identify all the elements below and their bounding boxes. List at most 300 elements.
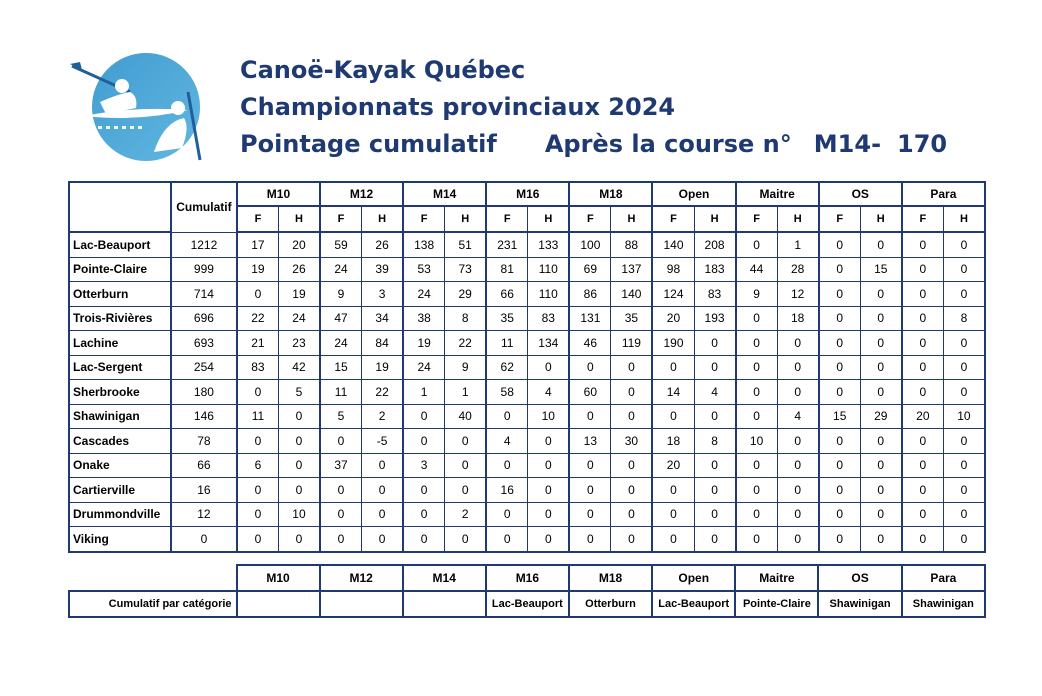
score-cell: 3 [403,453,445,478]
club-cumulative-total: 254 [171,355,237,380]
score-cell: 0 [777,453,819,478]
score-cell: 73 [445,257,487,282]
score-cell: 2 [362,404,404,429]
summary-category-m14: M14 [403,565,486,591]
score-cell: 0 [652,355,694,380]
score-cell: 5 [278,380,320,405]
score-cell: 0 [819,380,861,405]
score-cell: 0 [819,453,861,478]
score-cell: 0 [486,502,528,527]
score-cell: 17 [237,232,279,257]
score-cell: 0 [403,404,445,429]
club-cumulative-total: 180 [171,380,237,405]
score-cell: 42 [278,355,320,380]
score-cell: 0 [902,355,944,380]
score-cell: 51 [445,232,487,257]
category-header-open: Open [652,182,735,206]
score-cell: 1 [777,232,819,257]
score-cell: 0 [528,527,570,552]
summary-leader: Shawinigan [818,591,901,617]
summary-corner [69,565,237,591]
score-cell: 0 [237,429,279,454]
score-cell: 0 [569,527,611,552]
score-cell: 0 [652,478,694,503]
score-cell: 0 [860,232,902,257]
score-cell: 0 [943,257,985,282]
summary-leader: Otterburn [569,591,652,617]
score-cell: 0 [278,453,320,478]
table-row [69,527,985,552]
score-cell: 0 [819,355,861,380]
score-cell: 0 [943,380,985,405]
club-name: Pointe-Claire [69,257,171,282]
score-cell: 0 [320,429,362,454]
score-cell: 83 [528,306,570,331]
summary-category-open: Open [652,565,735,591]
score-cell: 0 [278,404,320,429]
score-cell: 134 [528,331,570,356]
score-cell: 0 [819,527,861,552]
category-header-m18: M18 [569,182,652,206]
score-cell: 0 [445,527,487,552]
score-cell: 15 [819,404,861,429]
score-cell: 0 [902,306,944,331]
score-cell: 29 [860,404,902,429]
score-cell: 0 [902,331,944,356]
club-name: Onake [69,453,171,478]
club-name: Lac-Beauport [69,232,171,257]
score-cell: 193 [694,306,736,331]
score-cell: 35 [611,306,653,331]
club-name: Lachine [69,331,171,356]
score-cell: 0 [902,282,944,307]
score-cell: 0 [445,453,487,478]
score-cell: 24 [320,331,362,356]
score-cell: 0 [528,453,570,478]
title-line-2: Championnats provinciaux 2024 [240,93,676,121]
score-cell: 26 [278,257,320,282]
score-cell: 0 [736,380,778,405]
score-cell: 0 [320,502,362,527]
score-cell: 98 [652,257,694,282]
score-cell: 69 [569,257,611,282]
score-cell: 44 [736,257,778,282]
category-header-para: Para [902,182,985,206]
score-cell: 0 [362,527,404,552]
score-cell: 10 [736,429,778,454]
score-cell: 0 [860,331,902,356]
score-cell: 26 [362,232,404,257]
score-cell: 14 [652,380,694,405]
score-cell: 24 [403,355,445,380]
score-cell: 0 [528,478,570,503]
club-cumulative-total: 1212 [171,232,237,257]
score-cell: 0 [902,232,944,257]
score-cell: 0 [902,527,944,552]
score-cell: 190 [652,331,694,356]
score-cell: 0 [819,478,861,503]
score-cell: 13 [569,429,611,454]
sub-header-os-h: H [860,206,902,232]
score-cell: 0 [777,478,819,503]
score-cell: 0 [486,527,528,552]
sub-header-m18-h: H [611,206,653,232]
canoe-kayak-logo [70,52,220,162]
sub-header-m14-h: H [445,206,487,232]
score-cell: 140 [611,282,653,307]
score-cell: 0 [777,429,819,454]
category-header-m14: M14 [403,182,486,206]
score-cell: 0 [403,429,445,454]
score-cell: 0 [611,404,653,429]
score-cell: 4 [777,404,819,429]
score-cell: 11 [486,331,528,356]
score-cell: 19 [362,355,404,380]
sub-header-open-h: H [694,206,736,232]
score-cell: 0 [860,502,902,527]
score-cell: 5 [320,404,362,429]
score-cell: 15 [320,355,362,380]
score-cell: 18 [777,306,819,331]
score-cell: 140 [652,232,694,257]
club-name: Cartierville [69,478,171,503]
score-cell: 0 [320,478,362,503]
category-header-m12: M12 [320,182,403,206]
title-pointage: Pointage cumulatif [240,130,497,158]
score-cell: 0 [611,502,653,527]
summary-leader: Pointe-Claire [735,591,818,617]
score-cell: 0 [528,429,570,454]
score-cell: 16 [486,478,528,503]
score-cell: 231 [486,232,528,257]
sub-header-m12-f: F [320,206,362,232]
score-cell: 0 [445,478,487,503]
score-cell: 22 [362,380,404,405]
category-header-os: OS [819,182,902,206]
club-cumulative-total: 78 [171,429,237,454]
score-cell: 0 [902,478,944,503]
summary-category-m10: M10 [237,565,320,591]
score-cell: 0 [777,380,819,405]
club-name: Trois-Rivières [69,306,171,331]
club-cumulative-total: 714 [171,282,237,307]
summary-leader [237,591,320,617]
score-cell: 62 [486,355,528,380]
summary-category-m18: M18 [569,565,652,591]
club-name: Drummondville [69,502,171,527]
score-cell: 0 [569,453,611,478]
score-cell: 0 [902,502,944,527]
score-cell: 88 [611,232,653,257]
table-row [69,478,985,503]
score-cell: 19 [403,331,445,356]
score-cell: 0 [569,355,611,380]
score-cell: 34 [362,306,404,331]
score-cell: 0 [819,232,861,257]
score-cell: 20 [902,404,944,429]
sub-header-os-f: F [819,206,861,232]
score-cell: 137 [611,257,653,282]
score-cell: 0 [486,404,528,429]
score-cell: 24 [320,257,362,282]
score-cell: 0 [943,478,985,503]
score-cell: 0 [694,331,736,356]
score-cell: 0 [403,502,445,527]
score-cell: 0 [611,527,653,552]
score-cell: 4 [694,380,736,405]
score-cell: 0 [736,355,778,380]
sub-header-para-h: H [943,206,985,232]
score-cell: 0 [819,429,861,454]
score-cell: 15 [860,257,902,282]
score-cell: 0 [611,478,653,503]
score-cell: 20 [652,453,694,478]
score-cell: 110 [528,282,570,307]
score-cell: 3 [362,282,404,307]
score-cell: 119 [611,331,653,356]
summary-leader: Lac-Beauport [486,591,569,617]
score-cell: 4 [486,429,528,454]
score-cell: 22 [237,306,279,331]
score-cell: -5 [362,429,404,454]
score-cell: 0 [278,429,320,454]
club-name: Shawinigan [69,404,171,429]
score-cell: 24 [403,282,445,307]
score-cell: 183 [694,257,736,282]
score-cell: 0 [445,429,487,454]
score-cell: 47 [320,306,362,331]
club-name: Viking [69,527,171,552]
score-cell: 11 [320,380,362,405]
score-cell: 0 [611,380,653,405]
score-cell: 0 [777,502,819,527]
score-cell: 0 [237,282,279,307]
score-cell: 0 [528,355,570,380]
table-row [69,355,985,380]
club-cumulative-total: 66 [171,453,237,478]
score-cell: 12 [777,282,819,307]
club-name: Cascades [69,429,171,454]
score-cell: 0 [943,527,985,552]
score-cell: 0 [860,429,902,454]
summary-category-maitre: Maitre [735,565,818,591]
score-cell: 124 [652,282,694,307]
table-row [69,380,985,405]
sub-header-m16-f: F [486,206,528,232]
score-cell: 0 [569,478,611,503]
club-name: Lac-Sergent [69,355,171,380]
score-cell: 23 [278,331,320,356]
club-cumulative-total: 696 [171,306,237,331]
score-cell: 19 [278,282,320,307]
score-cell: 0 [652,527,694,552]
score-cell: 0 [943,429,985,454]
score-cell: 0 [943,331,985,356]
score-cell: 84 [362,331,404,356]
score-cell: 2 [445,502,487,527]
score-cell: 53 [403,257,445,282]
score-cell: 38 [403,306,445,331]
score-cell: 10 [943,404,985,429]
score-cell: 37 [320,453,362,478]
score-cell: 1 [403,380,445,405]
score-cell: 60 [569,380,611,405]
score-cell: 0 [569,502,611,527]
table-row [69,453,985,478]
score-cell: 100 [569,232,611,257]
score-cell: 10 [278,502,320,527]
club-cumulative-total: 0 [171,527,237,552]
score-cell: 0 [403,478,445,503]
score-cell: 0 [902,380,944,405]
score-cell: 58 [486,380,528,405]
score-cell: 0 [611,453,653,478]
score-cell: 28 [777,257,819,282]
score-cell: 0 [736,527,778,552]
score-cell: 1 [445,380,487,405]
score-cell: 35 [486,306,528,331]
title-line-1: Canoë-Kayak Québec [240,56,526,84]
score-cell: 9 [736,282,778,307]
score-cell: 20 [652,306,694,331]
score-cell: 0 [819,306,861,331]
score-cell: 0 [694,355,736,380]
score-cell: 0 [860,380,902,405]
summary-category-os: OS [818,565,901,591]
category-summary-table [68,564,986,618]
score-cell: 0 [736,478,778,503]
club-cumulative-total: 693 [171,331,237,356]
score-cell: 0 [819,257,861,282]
title-apres-course: Après la course n° [544,130,792,158]
score-cell: 0 [943,232,985,257]
sub-header-m16-h: H [528,206,570,232]
score-cell: 0 [777,355,819,380]
score-cell: 83 [237,355,279,380]
score-cell: 0 [777,527,819,552]
score-cell: 86 [569,282,611,307]
score-cell: 39 [362,257,404,282]
category-header-m16: M16 [486,182,569,206]
summary-category-m16: M16 [486,565,569,591]
sub-header-maitre-f: F [736,206,778,232]
score-cell: 30 [611,429,653,454]
summary-leader [403,591,486,617]
score-cell: 24 [278,306,320,331]
summary-leader: Shawinigan [902,591,985,617]
score-cell: 110 [528,257,570,282]
score-cell: 8 [694,429,736,454]
score-cell: 66 [486,282,528,307]
title-race-number: 170 [897,130,948,158]
title-category: M14- [813,130,882,158]
title-line-3 [240,126,947,163]
score-cell: 0 [736,453,778,478]
score-cell: 9 [445,355,487,380]
score-cell: 0 [278,527,320,552]
category-header-m10: M10 [237,182,320,206]
summary-label: Cumulatif par catégorie [69,591,237,617]
sub-header-maitre-h: H [777,206,819,232]
score-cell: 0 [237,478,279,503]
score-cell: 0 [694,453,736,478]
score-cell: 0 [860,355,902,380]
score-cell: 0 [860,478,902,503]
club-cumulative-total: 146 [171,404,237,429]
cumulative-score-table [68,181,986,553]
summary-leader [320,591,403,617]
score-cell: 0 [736,331,778,356]
score-cell: 0 [362,453,404,478]
score-cell: 0 [943,502,985,527]
score-cell: 0 [943,282,985,307]
score-cell: 29 [445,282,487,307]
table-row [69,331,985,356]
sub-header-m18-f: F [569,206,611,232]
score-cell: 0 [694,478,736,503]
score-cell: 0 [694,404,736,429]
summary-category-m12: M12 [320,565,403,591]
score-cell: 0 [860,306,902,331]
score-cell: 0 [694,527,736,552]
score-cell: 0 [362,478,404,503]
score-cell: 4 [528,380,570,405]
sub-header-m10-f: F [237,206,279,232]
score-cell: 0 [902,429,944,454]
score-cell: 0 [943,355,985,380]
score-cell: 0 [652,502,694,527]
score-cell: 208 [694,232,736,257]
score-cell: 22 [445,331,487,356]
score-cell: 0 [237,380,279,405]
score-cell: 0 [819,331,861,356]
score-cell: 0 [528,502,570,527]
score-cell: 9 [320,282,362,307]
score-cell: 131 [569,306,611,331]
sub-header-m10-h: H [278,206,320,232]
score-cell: 0 [860,453,902,478]
club-cumulative-total: 16 [171,478,237,503]
score-cell: 0 [486,453,528,478]
score-cell: 0 [736,232,778,257]
score-cell: 0 [237,502,279,527]
score-cell: 81 [486,257,528,282]
score-cell: 138 [403,232,445,257]
score-cell: 0 [819,282,861,307]
table-row [69,429,985,454]
score-cell: 0 [403,527,445,552]
score-cell: 133 [528,232,570,257]
score-cell: 59 [320,232,362,257]
club-name: Otterburn [69,282,171,307]
score-cell: 0 [652,404,694,429]
score-cell: 0 [278,478,320,503]
table-row [69,257,985,282]
sub-header-para-f: F [902,206,944,232]
table-row [69,306,985,331]
score-cell: 0 [819,502,861,527]
score-cell: 83 [694,282,736,307]
score-cell: 0 [320,527,362,552]
score-cell: 8 [445,306,487,331]
score-cell: 0 [362,502,404,527]
cumulative-header: Cumulatif [171,182,237,232]
score-cell: 0 [611,355,653,380]
sub-header-m12-h: H [362,206,404,232]
score-cell: 18 [652,429,694,454]
summary-category-para: Para [902,565,985,591]
score-cell: 6 [237,453,279,478]
